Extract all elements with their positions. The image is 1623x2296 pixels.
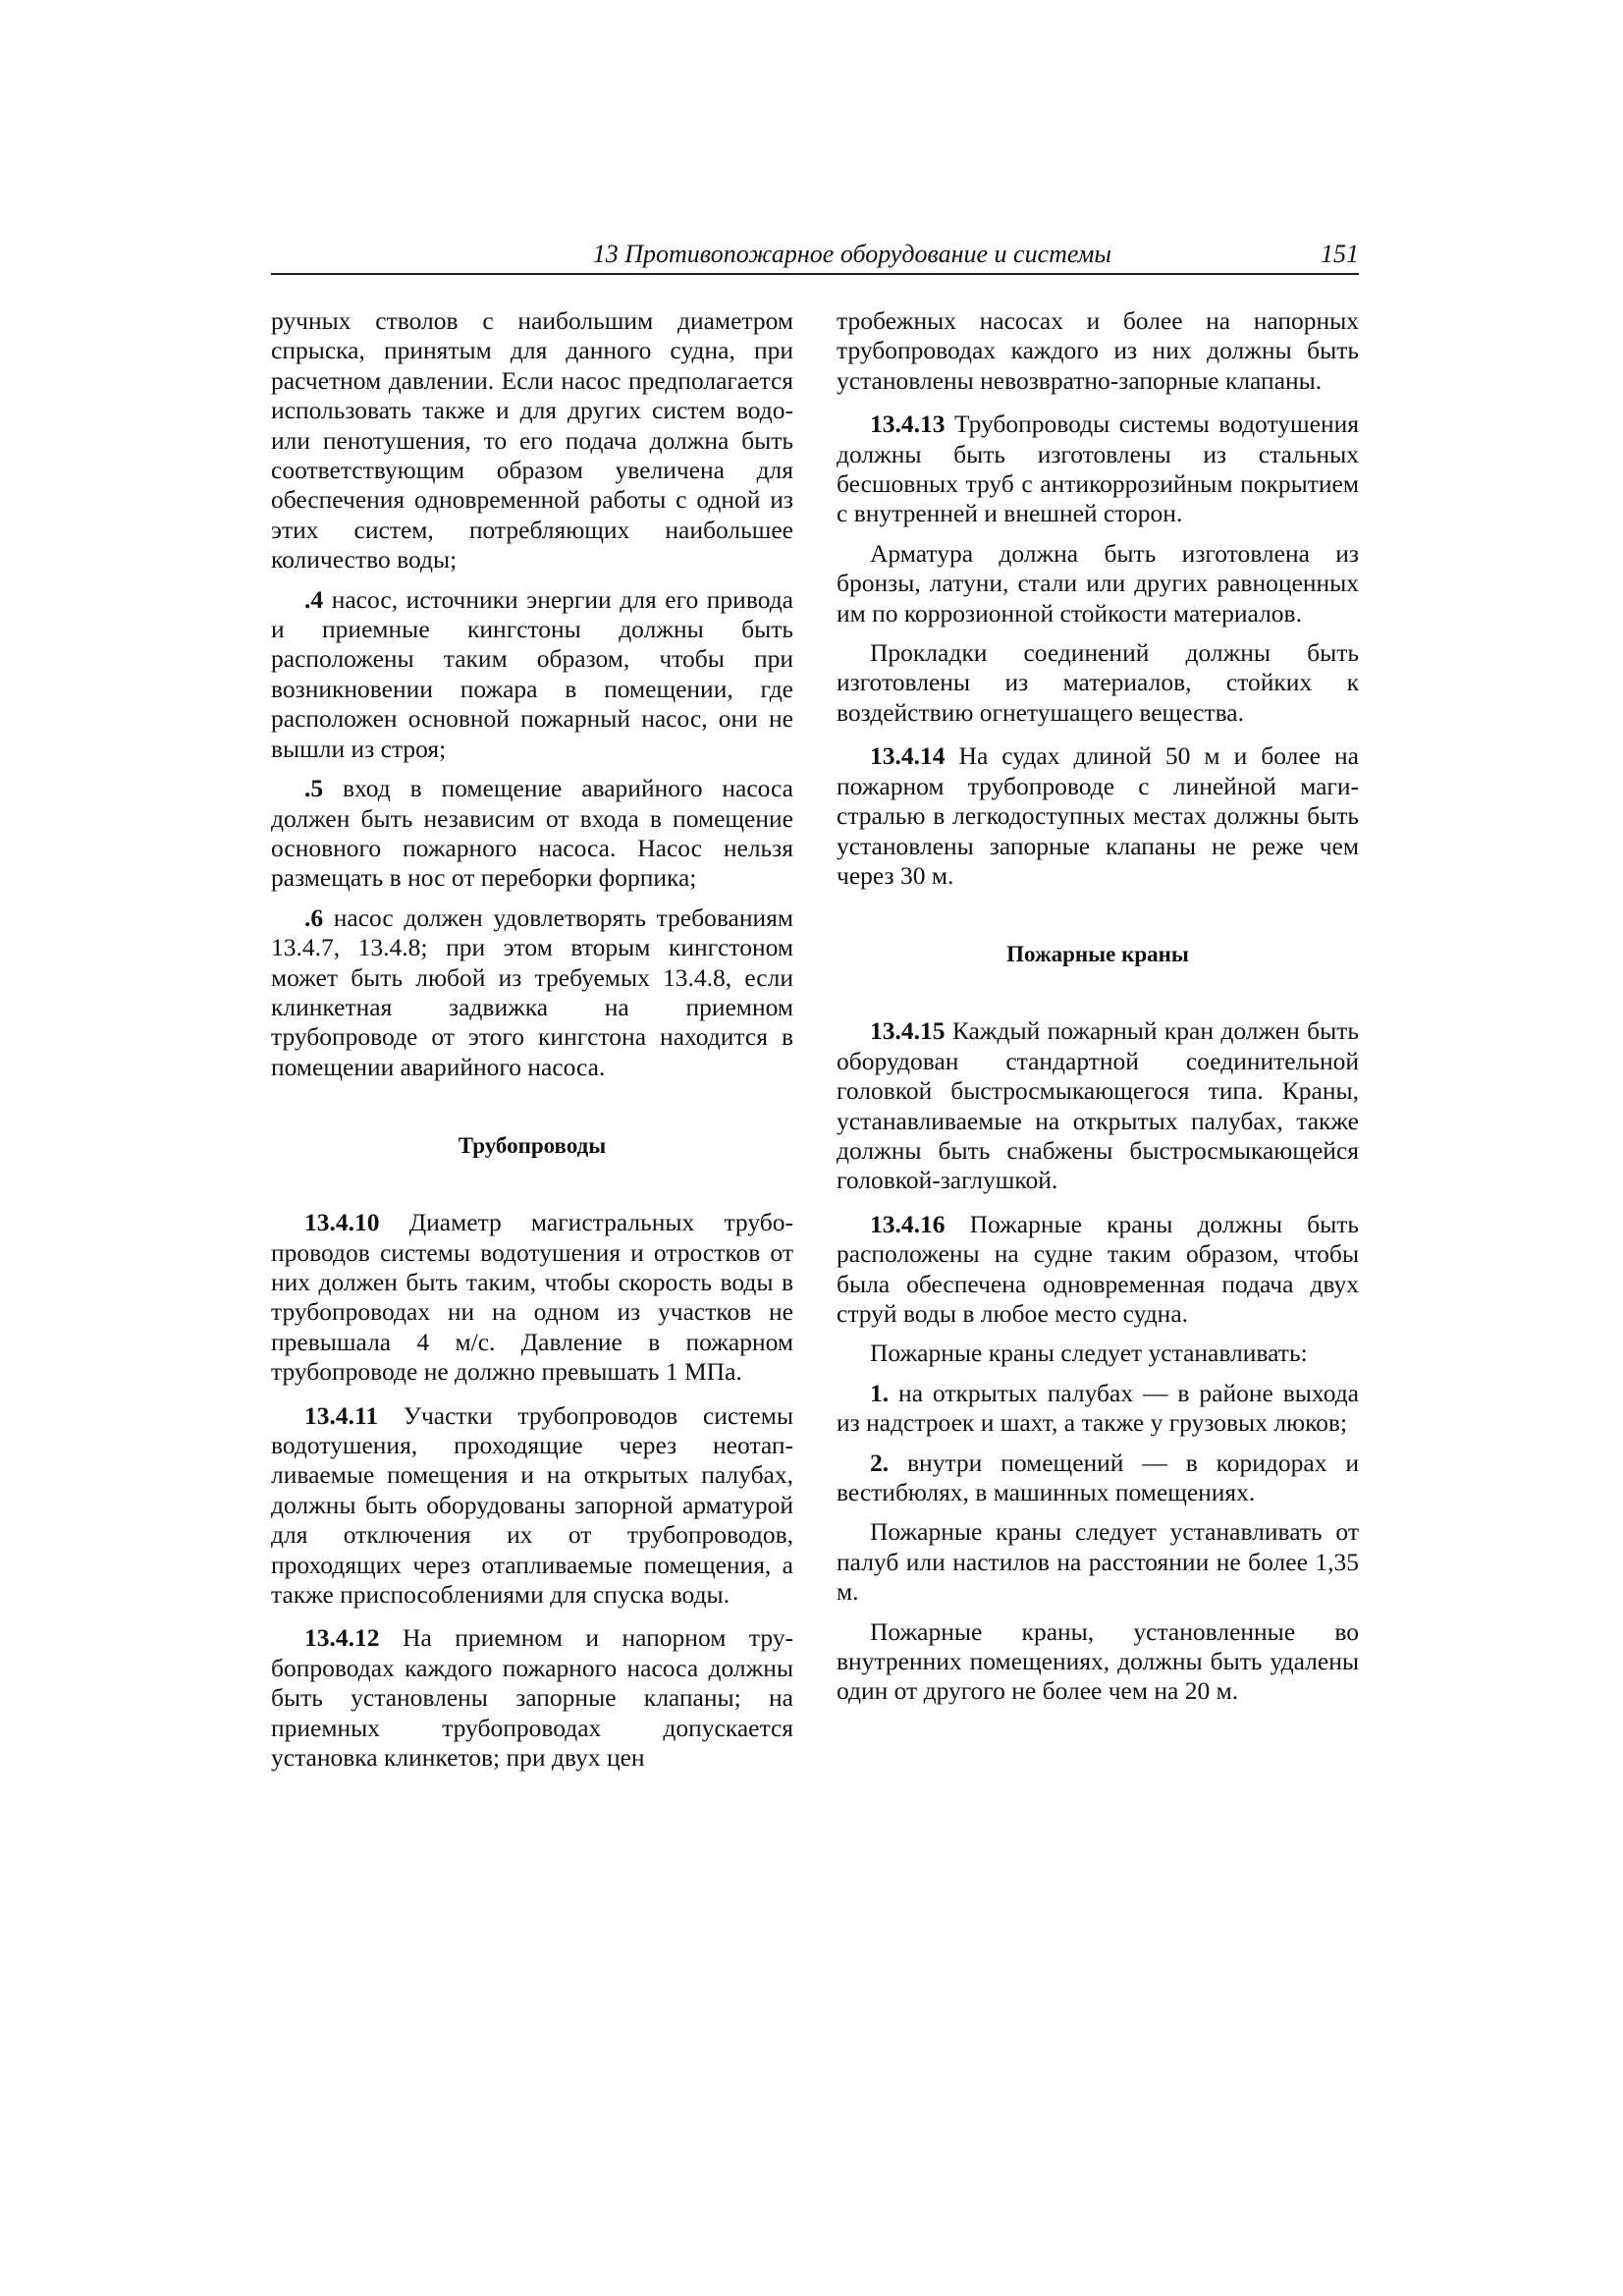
clause-13-4-10 — [271, 1208, 793, 1387]
paragraph-distance: Пожарные краны, установленные во внутренних помещениях, должны быть удалены один от другого не более чем на 20 м. — [837, 1616, 1359, 1706]
clause-text: Диаметр магистральных трубопроводов системы водотушения и отростков от них должен быть таким, чтобы скорость воды в трубопроводах ни на одном из участков не превышала 4 м/с. Давление в пожарном трубопроводе не должно превышать 1 МПа. — [271, 1208, 793, 1387]
paragraph-prokladki: Прокладки соединений должны быть изготовлены из материалов, стойких к воздействию огнетушащего вещества. — [837, 638, 1359, 727]
section-heading-pipelines: Трубопроводы — [458, 1133, 607, 1159]
clause-number: 13.4.14 — [870, 741, 946, 771]
clause-number: 13.4.12 — [304, 1623, 380, 1653]
item-text: вход в помещение аварийного насоса должен быть независим от входа в помещение основного пожарного насоса. Насос нельзя размещать в нос от переборки форпика; — [271, 774, 793, 893]
clause-13-4-16 — [837, 1210, 1359, 1330]
clause-13-4-12 — [271, 1623, 793, 1773]
paragraph-install: Пожарные краны следует устанавливать: — [870, 1339, 1308, 1368]
clause-number: 13.4.13 — [870, 410, 946, 439]
page-number: 151 — [1321, 240, 1359, 268]
list-item-4 — [271, 585, 793, 764]
clause-text: На судах длиной 50 м и более на пожарном трубопроводе с линейной магистралью в легкодоступных местах должны быть установлены запорные клапаны не реже чем через 30 м. — [837, 741, 1359, 890]
item-number: .6 — [304, 902, 324, 932]
list-item-5 — [271, 774, 793, 894]
clause-text: На приемном и напорном трубопроводах каждого пожарного насоса должны быть установлены запорные клапаны; на приемных трубопроводах допускается установка клинкетов; при двух цен — [271, 1623, 793, 1773]
clause-13-4-15 — [837, 1016, 1359, 1195]
item-number: .4 — [304, 584, 324, 614]
left-column — [271, 306, 793, 1786]
item-number: .5 — [304, 774, 324, 803]
list-item-2 — [837, 1449, 1359, 1508]
clause-text: Трубопроводы системы водотушения должны быть изготовлены из стальных бесшовных труб с антикоррозийным покрытием с внутренней и внешней сторон. — [837, 410, 1359, 528]
item-text: на открытых палубах — в районе выхода из надстроек и шахт, а также у грузовых люков; — [837, 1378, 1359, 1438]
item-number: 2. — [870, 1448, 890, 1477]
clause-number: 13.4.16 — [870, 1209, 946, 1238]
clause-text: Участки трубопроводов системы водотушения, проходящие через неотапливаемые помещения и на открытых палубах, должны быть оборудованы запорной арматурой для отключения их от трубопроводов, проходящих через отапливаемые помещения, а также приспособлениями для спуска воды. — [271, 1400, 793, 1610]
paragraph-continuation: ручных стволов с наибольшим диаметром спрыска, принятым для данного судна, при расчетном давлении. Если насос предполагается использовать также и для других систем водо- или пенотушения, то его подача должна быть соответствующим образом увеличена для обеспечения одновременной работы с одной из этих систем, потребляющих наибольшее количество воды; — [271, 306, 793, 574]
running-title: 13 Противопожарное оборудование и системы — [592, 240, 1111, 268]
page-header — [271, 234, 1359, 275]
item-text: насос, источники энергии для его привода и приемные кингстоны должны быть расположены таким образом, чтобы при возникновении пожара в помещении, где расположен основной пожарный насос, они не вышли из строя; — [271, 584, 793, 763]
item-text: внутри помещений — в коридорах и вестибюлях, в машинных помещениях. — [837, 1448, 1359, 1506]
clause-text: Пожарные краны должны быть расположены на судне таким образом, чтобы была обеспечена одновременная подача двух струй воды в любое место судна. — [837, 1209, 1359, 1328]
right-column — [837, 306, 1359, 1717]
item-text: насос должен удовлетворять требованиям 13.4.7, 13.4.8; при этом вторым кингстоном может быть любой из требуемых 13.4.8, если клинкетная задвижка на приемном трубопроводе от этого кингстона находится в помещении аварийного насоса. — [271, 902, 793, 1081]
clause-number: 13.4.10 — [304, 1208, 380, 1237]
paragraph-armatura: Арматура должна быть изготовлена из бронзы, латуни, стали или других равноценных им по коррозионной стойкости материалов. — [837, 538, 1359, 628]
list-item-1 — [837, 1379, 1359, 1439]
clause-13-4-11 — [271, 1401, 793, 1611]
clause-number: 13.4.15 — [870, 1016, 946, 1046]
list-item-6 — [271, 903, 793, 1082]
clause-text: Каждый пожарный кран должен быть оборудован стандартной соединительной головкой быстросмыкающегося типа. Краны, устанавливаемые на открытых палубах, также должны быть снабжены быстросмыкающейся головкой-заглушкой. — [837, 1016, 1359, 1195]
clause-13-4-14 — [837, 741, 1359, 891]
clause-number: 13.4.11 — [304, 1400, 379, 1430]
clause-13-4-13 — [837, 410, 1359, 529]
paragraph-height: Пожарные краны следует устанавливать от палуб или настилов на расстоянии не более 1,35 м. — [837, 1517, 1359, 1607]
section-heading-fire-hydrants: Пожарные краны — [1006, 942, 1189, 967]
item-number: 1. — [870, 1378, 890, 1407]
paragraph-continuation: тробежных насосах и более на напорных трубопроводах каждого из них должны быть установлены невозвратно-запорные клапаны. — [837, 306, 1359, 395]
